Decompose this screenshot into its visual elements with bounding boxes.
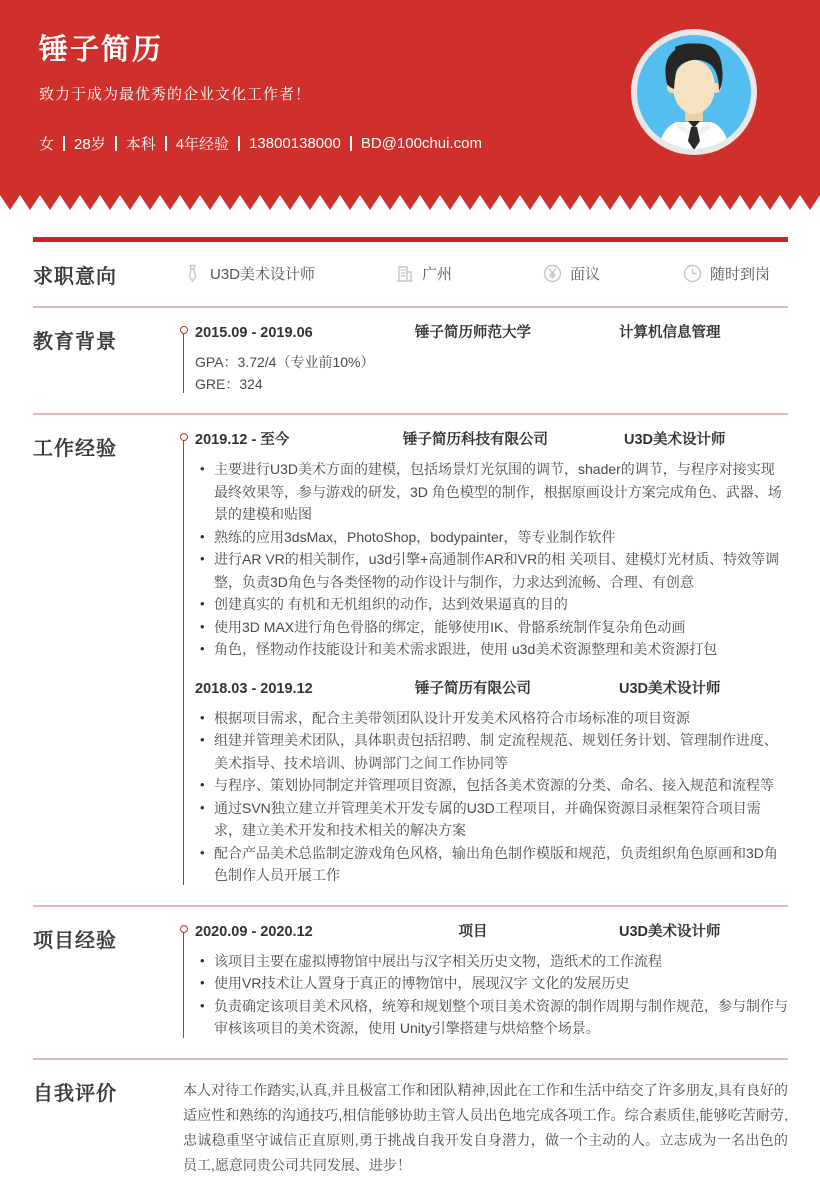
tie-icon [183, 264, 202, 283]
resume-body [0, 237, 820, 1196]
project-period: 2020.09 - 2020.12 [195, 923, 313, 940]
meta-separator [350, 136, 352, 151]
project-bullet-list [195, 950, 788, 1040]
meta-age: 28岁 [74, 136, 106, 153]
meta-separator [63, 136, 65, 151]
section-education [33, 308, 788, 415]
avatar [631, 29, 757, 155]
meta-phone: 13800138000 [249, 135, 341, 152]
project-name: 项目 [458, 923, 488, 940]
meta-separator [238, 136, 240, 151]
building-icon [395, 264, 414, 283]
work-bullet: • 进行AR VR的相关制作，u3d引擎+高通制作AR和VR的相 关项目、建模灯光材质、特效等调整，负责3D角色与各类怪物的动作设计与制作，力求达到流畅、合理、有创意 [214, 548, 788, 593]
work-bullet-list [195, 707, 788, 887]
education-gpa: GPA：3.72/4（专业前10%） [195, 354, 375, 370]
meta-email: BD@100chui.com [360, 135, 482, 152]
intent-city-label: 广州 [422, 266, 453, 283]
intent-availability-label: 随时到岗 [710, 266, 771, 283]
section-project-experience [33, 907, 788, 1060]
meta-separator [115, 136, 117, 151]
section-title-education: 教育背景 [33, 331, 117, 353]
work-bullet: • 根据项目需求，配合主美带领团队设计开发美术风格符合市场标准的项目资源 [214, 707, 788, 730]
project-bullet: • 负责确定该项目美术风格，统筹和规划整个项目美术资源的制作周期与制作规范，参与制作与审核该项目的美术资源，使用 Unity引擎搭建与烘焙整个场景。 [214, 995, 788, 1040]
work-company: 锤子简历科技有限公司 [403, 432, 548, 448]
section-title-evaluation: 自我评价 [33, 1082, 117, 1105]
intent-salary [543, 263, 683, 284]
candidate-tagline: 致力于成为最优秀的企业文化工作者！ [39, 86, 312, 103]
education-major: 计算机信息管理 [619, 325, 721, 341]
meta-separator [165, 136, 167, 151]
intent-position [183, 263, 395, 284]
work-bullet: • 组建并管理美术团队，具体职责包括招聘、制 定流程规范、规划任务计划、管理制作进度、美术指导、技术培训、协调部门之间工作协同等 [214, 729, 788, 774]
work-entry [195, 679, 788, 887]
work-bullet: • 使用3D MAX进行角色骨胳的绑定，能够使用IK、骨骼系统制作复杂角色动画 [214, 616, 788, 639]
work-bullet: • 熟练的应用3dsMax，PhotoShop，bodypainter，等专业制作软件 [214, 526, 788, 549]
work-bullet: • 配合产品美术总监制定游戏角色风格，输出角色制作模版和规范，负责组织角色原画和3D角色制作人员开展工作 [214, 842, 788, 887]
project-bullet: • 该项目主要在虚拟博物馆中展出与汉字相关历史文物，造纸术的工作流程 [214, 950, 788, 973]
work-timeline [183, 430, 788, 887]
work-role: U3D美术设计师 [624, 432, 726, 448]
education-school: 锤子简历师范大学 [415, 325, 531, 341]
education-gre: GRE：324 [195, 376, 263, 392]
section-title-work: 工作经验 [33, 438, 117, 460]
project-entry [195, 922, 788, 1040]
clock-icon [683, 264, 702, 283]
section-title-job-intent: 求职意向 [33, 266, 117, 288]
work-company: 锤子简历有限公司 [415, 680, 531, 697]
yen-circle-icon [543, 264, 562, 283]
section-job-intent [33, 242, 788, 308]
intent-city [395, 263, 543, 284]
work-entry [195, 430, 788, 661]
work-bullet: • 与程序、策划协同制定并管理项目资源，包括各美术资源的分类、命名、接入规范和流程等 [214, 774, 788, 797]
project-timeline [183, 922, 788, 1040]
project-role: U3D美术设计师 [619, 923, 721, 940]
work-period: 2019.12 - 至今 [195, 432, 290, 448]
work-bullet-list [195, 458, 788, 661]
meta-gender: 女 [39, 136, 55, 153]
candidate-name: 锤子简历 [39, 34, 164, 66]
section-self-evaluation [33, 1060, 788, 1196]
work-bullet: • 通过SVN独立建立并管理美术开发专属的U3D工程项目，并确保资源目录框架符合项目需求，建立美术开发和技术相关的解决方案 [214, 797, 788, 842]
work-role: U3D美术设计师 [619, 680, 721, 697]
meta-degree: 本科 [125, 136, 156, 153]
meta-experience: 4年经验 [175, 136, 230, 153]
zigzag-border [0, 195, 820, 210]
education-entry [195, 323, 788, 395]
work-bullet: • 创建真实的 有机和无机组织的动作，达到效果逼真的目的 [214, 593, 788, 616]
intent-salary-label: 面议 [570, 266, 601, 283]
section-work-experience [33, 415, 788, 907]
work-bullet: • 主要进行U3D美术方面的建模，包括场景灯光氛围的调节，shader的调节，与程序对接实现最终效果等，参与游戏的研发，3D 角色模型的制作，根据原画设计方案完成角色、武器、场景的建模和贴图 [214, 458, 788, 526]
resume-header [0, 0, 820, 195]
intent-position-label: U3D美术设计师 [210, 266, 316, 283]
education-timeline [183, 323, 788, 395]
project-bullet: • 使用VR技术让人置身于真正的博物馆中，展现汉字 文化的发展历史 [214, 972, 788, 995]
work-period: 2018.03 - 2019.12 [195, 680, 313, 697]
education-period: 2015.09 - 2019.06 [195, 325, 313, 341]
self-evaluation-text: 本人对待工作踏实,认真,并且极富工作和团队精神,因此在工作和生活中结交了许多朋友,具有良好的适应性和熟练的沟通技巧,相信能够协助主管人员出色地完成各项工作。综合素质佳,能够吃苦耐劳,忠诚稳重坚守诚信正直原则,勇于挑战自我开发自身潜力，做一个主动的人。立志成为一名出色的员工,愿意同贵公司共同发展、进步！ [183, 1081, 788, 1173]
work-bullet: • 角色，怪物动作技能设计和美术需求跟进，使用 u3d美术资源整理和美术资源打包 [214, 638, 788, 661]
section-title-project: 项目经验 [33, 929, 117, 952]
intent-availability [683, 263, 788, 284]
